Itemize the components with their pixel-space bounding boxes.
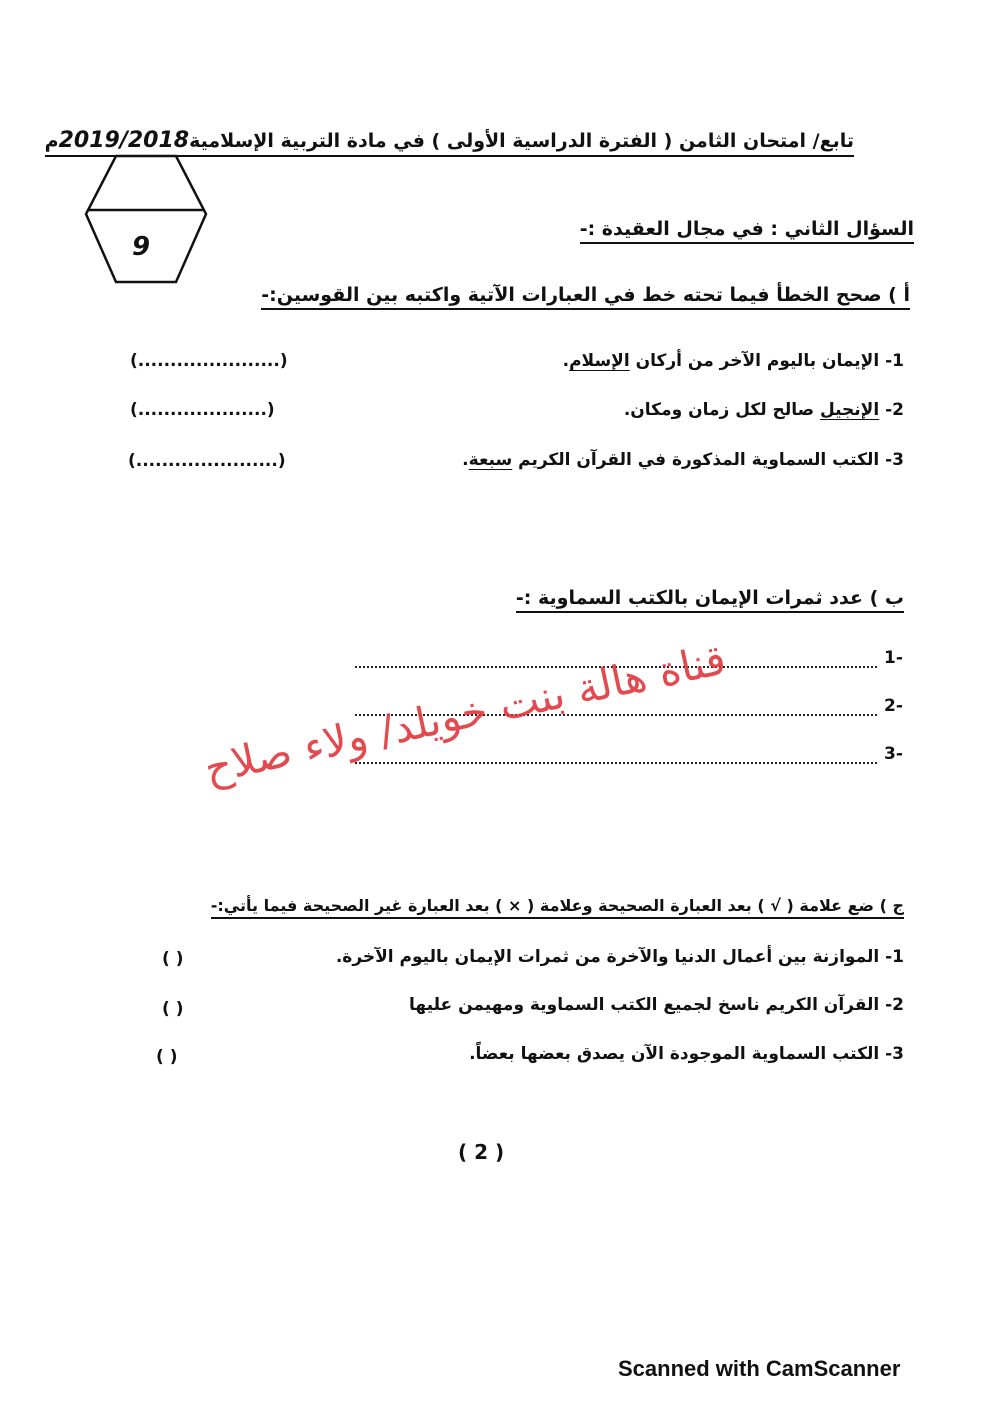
part-a-answer-3[interactable]: (......................) [128,451,286,471]
header-year: 2019/2018 [58,128,190,153]
part-c-item-1: 1- الموازنة بين أعمال الدنيا والآخرة من ثمرات الإيمان باليوم الآخرة. [335,947,904,967]
part-c-title: ج ) ضع علامة ( √ ) بعد العبارة الصحيحة وعلامة ( × ) بعد العبارة غير الصحيحة فيما يأتي:- [211,896,904,915]
part-c-box-3[interactable]: ( ) [156,1047,178,1067]
watermark-text: قناة هالة بنت خويلد/ ولاء صلاح [200,634,731,793]
part-b-num-1: 1- [884,648,903,668]
part-a-answer-2[interactable]: (....................) [130,400,275,420]
scanner-label: Scanned with CamScanner [618,1356,901,1381]
part-c-item-2: 2- القرآن الكريم ناسخ لجميع الكتب السماوية ومهيمن عليها [409,995,904,1015]
part-a-item-3: 3- الكتب السماوية المذكورة في القرآن الكريم سبعة. [462,450,904,470]
header-suffix: م [44,130,59,152]
part-c-box-1[interactable]: ( ) [162,949,184,969]
score-value: 9 [132,232,151,262]
part-b-num-2: 2- [884,696,903,716]
part-c-item-3: 3- الكتب السماوية الموجودة الآن يصدق بعضها بعضاً. [469,1044,904,1064]
part-b-answer-line-3[interactable] [355,762,877,764]
header-title: تابع/ امتحان الثامن ( الفترة الدراسية الأولى ) في مادة التربية الإسلامية [189,130,854,152]
score-hexagon [84,152,208,286]
part-a-title: أ ) صحح الخطأ فيما تحته خط في العبارات الآتية واكتبه بين القوسين:- [261,284,910,306]
question-title: السؤال الثاني : في مجال العقيدة :- [580,218,914,240]
part-b-title: ب ) عدد ثمرات الإيمان بالكتب السماوية :- [516,587,904,609]
part-a-answer-1[interactable]: (......................) [130,351,288,371]
part-c-box-2[interactable]: ( ) [162,999,184,1019]
part-a-item-1: 1- الإيمان باليوم الآخر من أركان الإسلام. [562,351,904,371]
page-number: ( 2 ) [458,1140,505,1164]
part-a-item-2: 2- الإنجيل صالح لكل زمان ومكان. [623,400,904,420]
part-b-num-3: 3- [884,744,903,764]
